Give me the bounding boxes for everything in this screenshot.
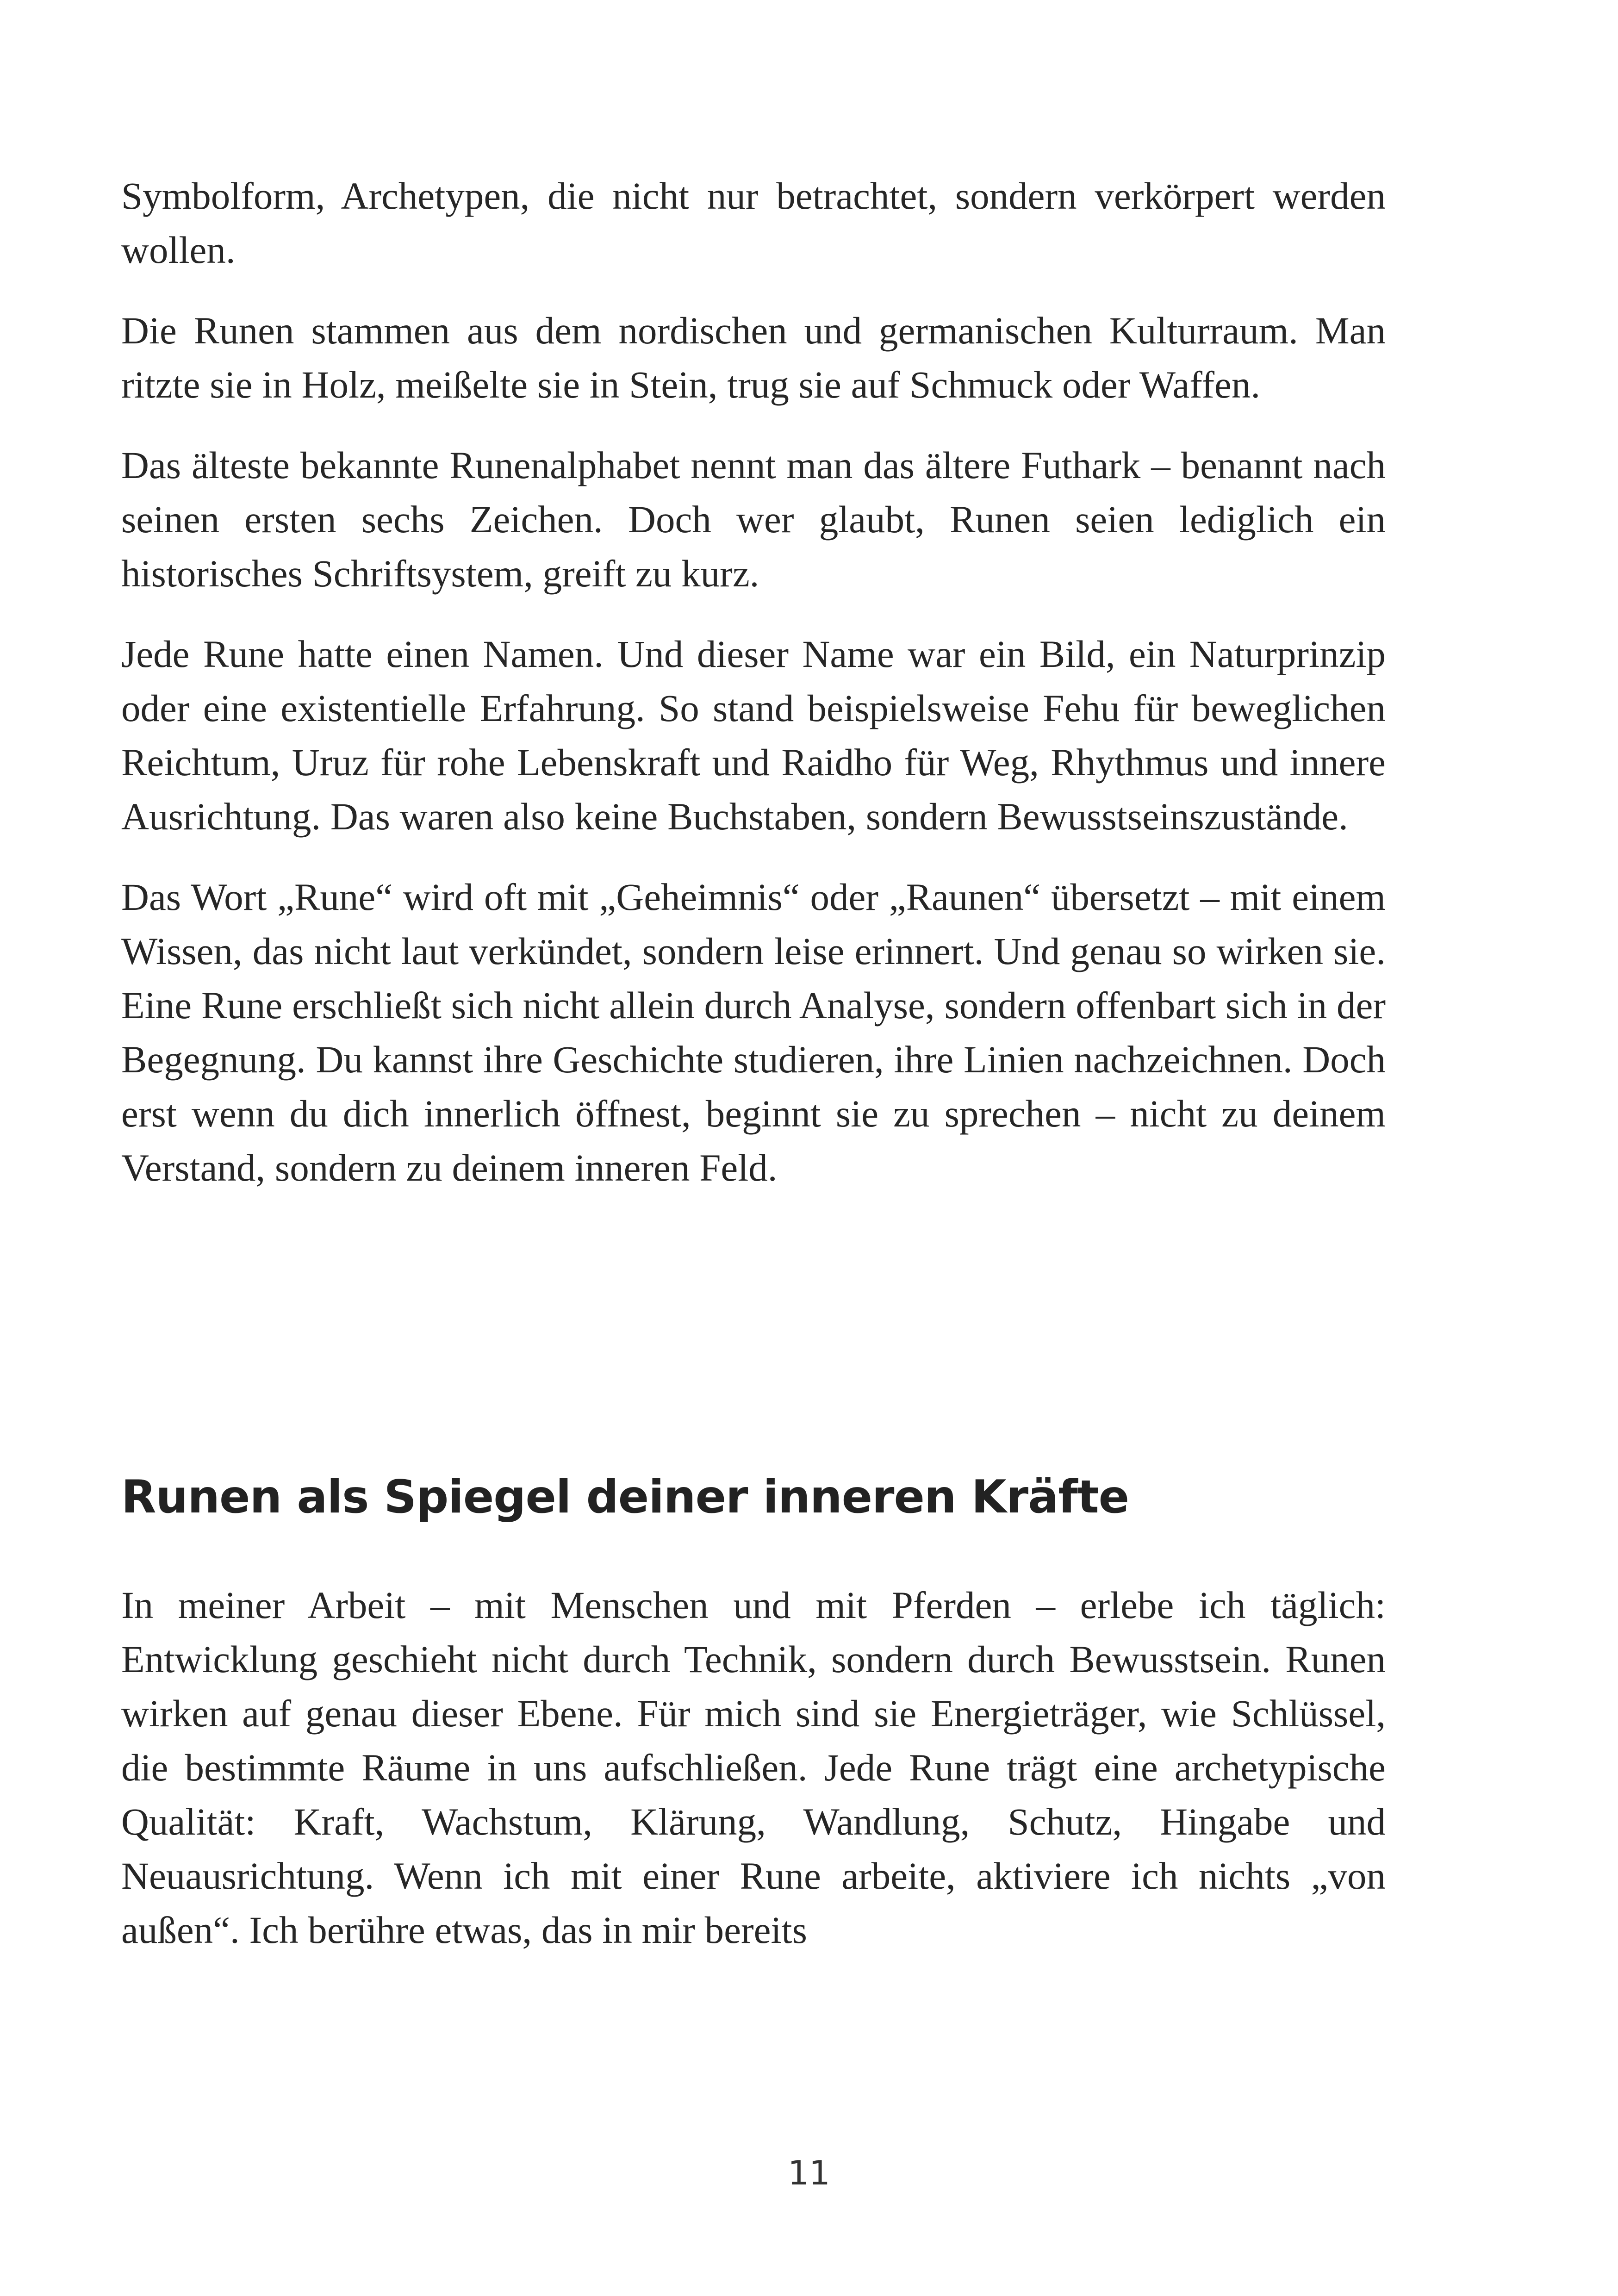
paragraph: Die Runen stammen aus dem nordischen und germanischen Kulturraum. Man ritzte sie in Holz, meißelte sie in Stein, trug sie auf Schmuck oder Waffen. bbox=[121, 309, 1386, 406]
paragraph: Das älteste bekannte Runenalphabet nennt man das ältere Futhark – benannt nach seinen ersten sechs Zeichen. Doch wer glaubt, Runen seien lediglich ein historisches Schriftsystem, greift zu kurz. bbox=[121, 444, 1386, 595]
paragraph: Symbolform, Archetypen, die nicht nur betrachtet, sondern verkörpert werden wollen. bbox=[121, 174, 1386, 271]
section-heading: Runen als Spiegel deiner inneren Kräfte bbox=[121, 1471, 1129, 1524]
page-number: 11 bbox=[788, 2153, 830, 2192]
paragraph: Jede Rune hatte einen Namen. Und dieser Name war ein Bild, ein Naturprinzip oder eine existentielle Erfahrung. So stand beispielsweise Fehu für beweglichen Reichtum, Uruz für rohe Lebenskraft und Raidho für Weg, Rhythmus und innere Ausrichtung. Das waren also keine Buchstaben, sondern Bewusstseinszustände. bbox=[121, 633, 1386, 838]
paragraph: In meiner Arbeit – mit Menschen und mit Pferden – erlebe ich täglich: Entwicklung geschieht nicht durch Technik, sondern durch Bewusstsein. Runen wirken auf genau dieser Ebene. Für mich sind sie Energieträger, wie Schlüssel, die bestimmte Räume in uns aufschließen. Jede Rune trägt eine archetypische Qualität: Kraft, Wachstum, Klärung, Wandlung, Schutz, Hingabe und Neuausrichtung. Wenn ich mit einer Rune arbeite, aktiviere ich nichts „von außen“. Ich berühre etwas, das in mir bereits bbox=[121, 1584, 1386, 1951]
body-text-bottom bbox=[121, 1578, 1386, 1984]
paragraph: Das Wort „Rune“ wird oft mit „Geheimnis“ oder „Raunen“ übersetzt – mit einem Wissen, das nicht laut verkündet, sondern leise erinnert. Und genau so wirken sie. Eine Rune erschließt sich nicht allein durch Analyse, sondern offenbart sich in der Begegnung. Du kannst ihre Geschichte studieren, ihre Linien nachzeichnen. Doch erst wenn du dich innerlich öffnest, beginnt sie zu sprechen – nicht zu deinem Verstand, sondern zu deinem inneren Feld. bbox=[121, 876, 1386, 1189]
body-text-top bbox=[121, 169, 1386, 1221]
